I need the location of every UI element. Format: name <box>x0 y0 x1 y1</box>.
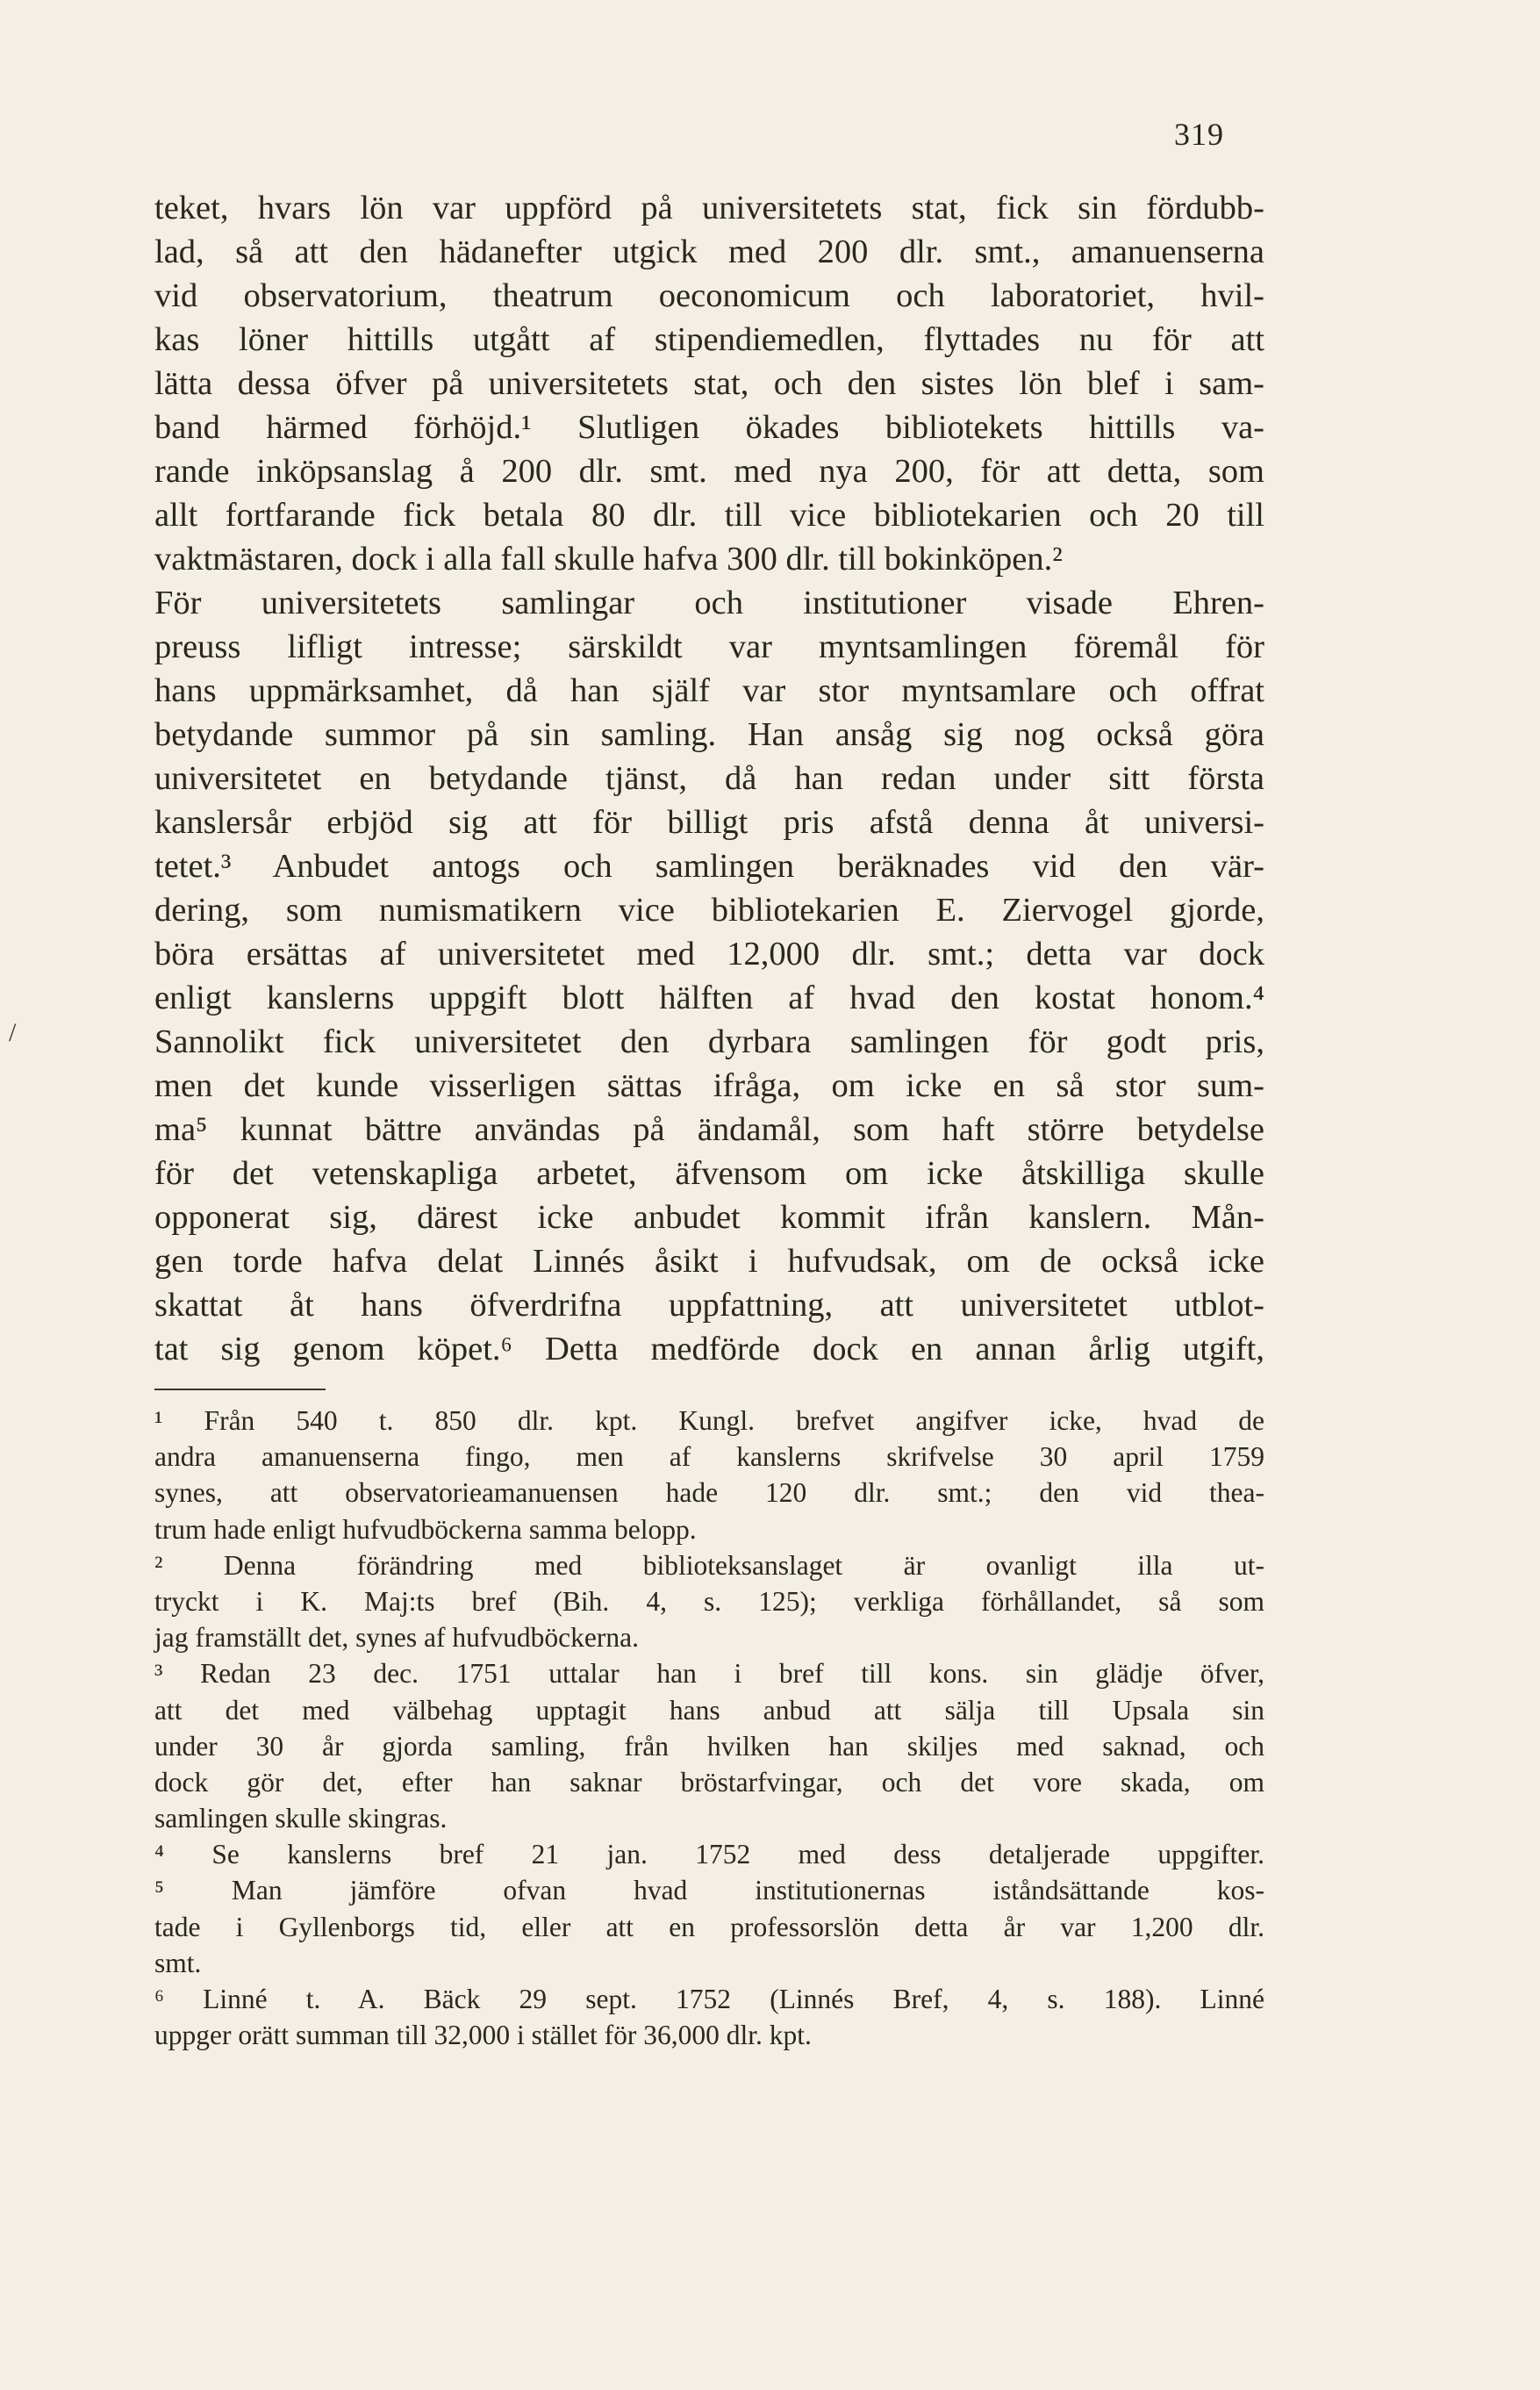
footnote-line: ⁵ Man jämföre ofvan hvad institutionernas iståndsättande kos- <box>154 1875 1264 1906</box>
footnote-line: andra amanuenserna fingo, men af kanslerns skrifvelse 30 april 1759 <box>154 1441 1264 1473</box>
footnote-line: ² Denna förändring med biblioteksanslaget är ovanligt illa ut- <box>154 1549 1264 1581</box>
footnote-line: trum hade enligt hufvudböckerna samma belopp. <box>154 1513 697 1545</box>
body-line: kas löner hittills utgått af stipendiemedlen, flyttades nu för att <box>154 321 1264 358</box>
margin-pencil-mark: / <box>9 1018 17 1047</box>
footnote-line: jag framställt det, synes af hufvudböckerna. <box>154 1622 639 1654</box>
body-line: tat sig genom köpet.⁶ Detta medförde dock en annan årlig utgift, <box>154 1331 1264 1367</box>
footnote-line: smt. <box>154 1947 202 1978</box>
page-number: 319 <box>1174 117 1224 152</box>
footnote-line: ⁴ Se kanslerns bref 21 jan. 1752 med dess detaljerade uppgifter. <box>154 1839 1264 1870</box>
body-line: opponerat sig, därest icke anbudet kommit ifrån kanslern. Mån- <box>154 1199 1264 1236</box>
body-line: tetet.³ Anbudet antogs och samlingen beräknades vid den vär- <box>154 848 1264 885</box>
body-line: band härmed förhöjd.¹ Slutligen ökades bibliotekets hittills va- <box>154 409 1264 446</box>
body-line: hans uppmärksamhet, då han själf var stor myntsamlare och offrat <box>154 672 1264 709</box>
body-line: gen torde hafva delat Linnés åsikt i hufvudsak, om de också icke <box>154 1243 1264 1280</box>
body-line: rande inköpsanslag å 200 dlr. smt. med nya 200, för att detta, som <box>154 453 1264 490</box>
body-line: ma⁵ kunnat bättre användas på ändamål, som haft större betydelse <box>154 1111 1264 1148</box>
footnote-line: att det med välbehag upptagit hans anbud att sälja till Upsala sin <box>154 1694 1264 1726</box>
footnote-line: synes, att observatorieamanuensen hade 120 dlr. smt.; den vid thea- <box>154 1477 1264 1509</box>
body-line: lätta dessa öfver på universitetets stat, och den sistes lön blef i sam- <box>154 365 1264 402</box>
body-line: Sannolikt fick universitetet den dyrbara samlingen för godt pris, <box>154 1023 1264 1060</box>
body-line: vaktmästaren, dock i alla fall skulle hafva 300 dlr. till bokinköpen.² <box>154 541 1063 578</box>
body-line: skattat åt hans öfverdrifna uppfattning, att universitetet utblot- <box>154 1287 1264 1324</box>
body-line: vid observatorium, theatrum oeconomicum och laboratoriet, hvil- <box>154 277 1264 314</box>
footnote-line: samlingen skulle skingras. <box>154 1803 448 1834</box>
body-line: dering, som numismatikern vice bibliotekarien E. Ziervogel gjorde, <box>154 892 1264 929</box>
footnote-line: dock gör det, efter han saknar bröstarfvingar, och det vore skada, om <box>154 1766 1264 1798</box>
body-line: allt fortfarande fick betala 80 dlr. till vice bibliotekarien och 20 till <box>154 497 1264 534</box>
footnote-line: tade i Gyllenborgs tid, eller att en professorslön detta år var 1,200 dlr. <box>154 1911 1264 1942</box>
footnote-line: ⁶ Linné t. A. Bäck 29 sept. 1752 (Linnés Bref, 4, s. 188). Linné <box>154 1984 1264 2014</box>
body-line: universitetet en betydande tjänst, då han redan under sitt första <box>154 760 1264 797</box>
footnote-line: uppger orätt summan till 32,000 i stället för 36,000 dlr. kpt. <box>154 2020 812 2051</box>
body-line: enligt kanslerns uppgift blott hälften af hvad den kostat honom.⁴ <box>154 980 1264 1016</box>
body-line: lad, så att den hädanefter utgick med 200 dlr. smt., amanuenserna <box>154 233 1264 270</box>
body-line: teket, hvars lön var uppförd på universitetets stat, fick sin fördubb- <box>154 190 1264 226</box>
body-line: för det vetenskapliga arbetet, äfvensom om icke åtskilliga skulle <box>154 1155 1264 1192</box>
footnote-line: ³ Redan 23 dec. 1751 uttalar han i bref till kons. sin glädje öfver, <box>154 1658 1264 1690</box>
body-line: betydande summor på sin samling. Han ansåg sig nog också göra <box>154 716 1264 753</box>
body-line: men det kunde visserligen sättas ifråga, om icke en så stor sum- <box>154 1067 1264 1104</box>
body-line: kanslersår erbjöd sig att för billigt pris afstå denna åt universi- <box>154 804 1264 841</box>
footnotes <box>154 1403 1264 2053</box>
underline-mark <box>154 1389 326 1390</box>
body-text <box>154 186 1264 1371</box>
footnote-line: ¹ Från 540 t. 850 dlr. kpt. Kungl. brefvet angifver icke, hvad de <box>154 1405 1264 1436</box>
footnote-line: tryckt i K. Maj:ts bref (Bih. 4, s. 125); verkliga förhållandet, så som <box>154 1585 1264 1617</box>
body-line: För universitetets samlingar och institutioner visade Ehren- <box>154 585 1264 621</box>
body-line: preuss lifligt intresse; särskildt var myntsamlingen föremål för <box>154 628 1264 665</box>
footnote-line: under 30 år gjorda samling, från hvilken han skiljes med saknad, och <box>154 1730 1264 1762</box>
body-line: böra ersättas af universitetet med 12,000 dlr. smt.; detta var dock <box>154 936 1264 973</box>
